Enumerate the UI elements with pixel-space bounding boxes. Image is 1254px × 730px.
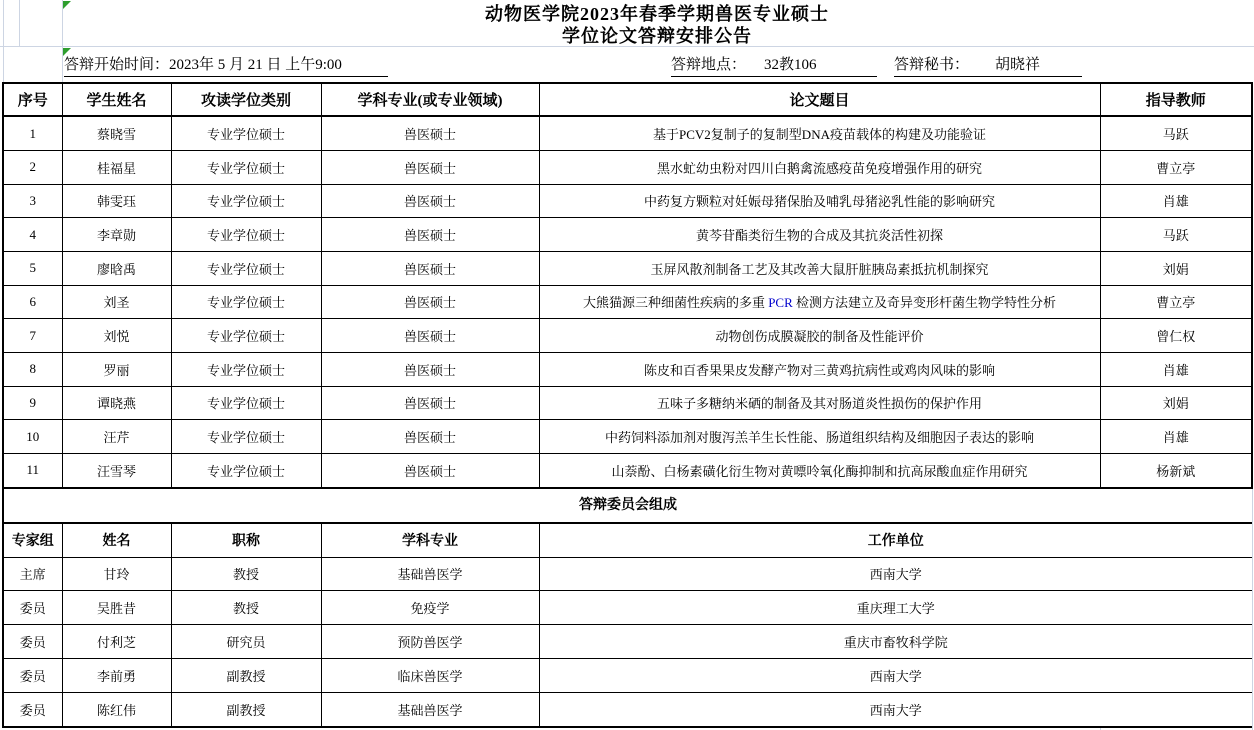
schedule-cell: 刘娟 <box>1100 386 1252 420</box>
committee-row <box>3 658 1252 692</box>
schedule-cell: 刘娟 <box>1100 251 1252 285</box>
committee-cell: 西南大学 <box>539 692 1252 727</box>
committee-cell: 预防兽医学 <box>321 625 539 659</box>
schedule-cell: 兽医硕士 <box>321 319 539 353</box>
schedule-cell: 专业学位硕士 <box>171 352 321 386</box>
schedule-cell: 7 <box>3 319 62 353</box>
schedule-row-header-cell: 学生姓名 <box>62 83 171 116</box>
schedule-cell: 专业学位硕士 <box>171 218 321 252</box>
schedule-cell: 罗丽 <box>62 352 171 386</box>
schedule-row <box>3 116 1252 151</box>
schedule-cell: 杨新斌 <box>1100 453 1252 488</box>
schedule-cell: 动物创伤成膜凝胶的制备及性能评价 <box>539 319 1100 353</box>
info-row <box>0 47 1254 82</box>
schedule-row <box>3 420 1252 454</box>
committee-cell: 委员 <box>3 658 62 692</box>
schedule-cell: 专业学位硕士 <box>171 184 321 218</box>
schedule-cell: 马跃 <box>1100 116 1252 151</box>
schedule-row <box>3 184 1252 218</box>
schedule-cell: 兽医硕士 <box>321 453 539 488</box>
schedule-cell: 兽医硕士 <box>321 352 539 386</box>
schedule-cell: 专业学位硕士 <box>171 116 321 151</box>
schedule-cell: 专业学位硕士 <box>171 420 321 454</box>
committee-cell: 委员 <box>3 591 62 625</box>
committee-cell: 副教授 <box>171 692 321 727</box>
committee-cell: 重庆理工大学 <box>539 591 1252 625</box>
defense-location-value: 32教106 <box>764 57 817 73</box>
schedule-row-header-cell: 指导教师 <box>1100 83 1252 116</box>
schedule-cell: 刘圣 <box>62 285 171 319</box>
schedule-cell: 10 <box>3 420 62 454</box>
schedule-cell: 汪雪琴 <box>62 453 171 488</box>
schedule-row <box>3 151 1252 185</box>
gridline <box>1252 489 1253 730</box>
committee-cell: 副教授 <box>171 658 321 692</box>
schedule-cell: 谭晓燕 <box>62 386 171 420</box>
schedule-row <box>3 319 1252 353</box>
schedule-cell: 专业学位硕士 <box>171 285 321 319</box>
committee-cell: 西南大学 <box>539 658 1252 692</box>
schedule-cell: 兽医硕士 <box>321 285 539 319</box>
schedule-row-header-cell: 论文题目 <box>539 83 1100 116</box>
schedule-cell: 9 <box>3 386 62 420</box>
committee-row-header-cell: 专家组 <box>3 523 62 557</box>
schedule-cell: 黑水虻幼虫粉对四川白鹅禽流感疫苗免疫增强作用的研究 <box>539 151 1100 185</box>
committee-cell: 临床兽医学 <box>321 658 539 692</box>
schedule-cell: 专业学位硕士 <box>171 151 321 185</box>
committee-cell: 李前勇 <box>62 658 171 692</box>
highlighted-text: PCR <box>768 295 793 311</box>
schedule-cell: 李章勋 <box>62 218 171 252</box>
schedule-row-header-cell: 攻读学位类别 <box>171 83 321 116</box>
committee-cell: 重庆市畜牧科学院 <box>539 625 1252 659</box>
committee-row-header-cell: 学科专业 <box>321 523 539 557</box>
schedule-cell: 曹立亭 <box>1100 285 1252 319</box>
schedule-row <box>3 285 1252 319</box>
schedule-cell: 刘悦 <box>62 319 171 353</box>
schedule-cell: 4 <box>3 218 62 252</box>
schedule-cell: 陈皮和百香果果皮发酵产物对三黄鸡抗病性或鸡肉风味的影响 <box>539 352 1100 386</box>
schedule-cell: 大熊猫源三种细菌性疾病的多重 PCR 检测方法建立及奇异变形杆菌生物学特性分析 <box>539 285 1100 319</box>
schedule-cell: 6 <box>3 285 62 319</box>
committee-row <box>3 625 1252 659</box>
schedule-row <box>3 251 1252 285</box>
schedule-row <box>3 453 1252 488</box>
committee-cell: 主席 <box>3 557 62 591</box>
schedule-cell: 兽医硕士 <box>321 251 539 285</box>
schedule-cell: 兽医硕士 <box>321 184 539 218</box>
committee-row <box>3 557 1252 591</box>
committee-cell: 基础兽医学 <box>321 692 539 727</box>
schedule-cell: 兽医硕士 <box>321 218 539 252</box>
committee-cell: 付利芝 <box>62 625 171 659</box>
schedule-cell: 专业学位硕士 <box>171 386 321 420</box>
page-title <box>62 3 1252 47</box>
schedule-cell: 兽医硕士 <box>321 420 539 454</box>
schedule-row <box>3 386 1252 420</box>
page-title-line2: 学位论文答辩安排公告 <box>562 26 752 46</box>
schedule-cell: 曹立亭 <box>1100 151 1252 185</box>
schedule-cell: 兽医硕士 <box>321 116 539 151</box>
schedule-cell: 兽医硕士 <box>321 386 539 420</box>
schedule-cell: 中药饲料添加剂对腹泻羔羊生长性能、肠道组织结构及细胞因子表达的影响 <box>539 420 1100 454</box>
schedule-cell: 桂福星 <box>62 151 171 185</box>
schedule-row <box>3 218 1252 252</box>
defense-start-time: 答辩开始时间：2023年 5 月 21 日 上午9:00 <box>64 53 388 77</box>
defense-location-label: 答辩地点： <box>671 57 747 73</box>
schedule-cell: 黄芩苷酯类衍生物的合成及其抗炎活性初探 <box>539 218 1100 252</box>
schedule-cell: 3 <box>3 184 62 218</box>
schedule-cell: 五味子多糖纳米硒的制备及其对肠道炎性损伤的保护作用 <box>539 386 1100 420</box>
defense-secretary-value: 胡晓祥 <box>995 57 1041 73</box>
schedule-cell: 肖雄 <box>1100 184 1252 218</box>
schedule-cell: 11 <box>3 453 62 488</box>
gridline <box>19 0 20 46</box>
schedule-cell: 1 <box>3 116 62 151</box>
committee-cell: 陈红伟 <box>62 692 171 727</box>
committee-cell: 吴胜昔 <box>62 591 171 625</box>
schedule-cell: 兽医硕士 <box>321 151 539 185</box>
committee-row-header-cell: 姓名 <box>62 523 171 557</box>
schedule-cell: 汪芹 <box>62 420 171 454</box>
schedule-cell: 山萘酚、白杨素磺化衍生物对黄嘌呤氧化酶抑制和抗高尿酸血症作用研究 <box>539 453 1100 488</box>
committee-cell: 教授 <box>171 557 321 591</box>
committee-cell: 基础兽医学 <box>321 557 539 591</box>
schedule-cell: 基于PCV2复制子的复制型DNA疫苗载体的构建及功能验证 <box>539 116 1100 151</box>
committee-section-title: 答辩委员会组成 <box>2 489 1252 522</box>
schedule-cell: 肖雄 <box>1100 420 1252 454</box>
committee-row <box>3 591 1252 625</box>
committee-cell: 甘玲 <box>62 557 171 591</box>
schedule-cell: 专业学位硕士 <box>171 319 321 353</box>
schedule-row-header-cell: 学科专业(或专业领域) <box>321 83 539 116</box>
committee-cell: 免疫学 <box>321 591 539 625</box>
schedule-cell: 曾仁权 <box>1100 319 1252 353</box>
schedule-cell: 韩雯珏 <box>62 184 171 218</box>
committee-cell: 西南大学 <box>539 557 1252 591</box>
schedule-cell: 专业学位硕士 <box>171 251 321 285</box>
schedule-cell: 廖晗禹 <box>62 251 171 285</box>
defense-location <box>671 53 877 77</box>
defense-secretary <box>894 53 1082 77</box>
committee-cell: 委员 <box>3 625 62 659</box>
schedule-cell: 8 <box>3 352 62 386</box>
committee-cell: 研究员 <box>171 625 321 659</box>
schedule-cell: 蔡晓雪 <box>62 116 171 151</box>
schedule-row-header-cell: 序号 <box>3 83 62 116</box>
committee-row-header-cell: 工作单位 <box>539 523 1252 557</box>
schedule-row <box>3 352 1252 386</box>
schedule-cell: 肖雄 <box>1100 352 1252 386</box>
committee-row <box>3 692 1252 727</box>
schedule-cell: 玉屏风散剂制备工艺及其改善大鼠肝脏胰岛素抵抗机制探究 <box>539 251 1100 285</box>
defense-secretary-label: 答辩秘书： <box>894 57 970 73</box>
committee-table <box>2 522 1252 728</box>
schedule-header-row <box>3 83 1252 116</box>
schedule-table <box>2 82 1253 489</box>
schedule-cell: 中药复方颗粒对妊娠母猪保胎及哺乳母猪泌乳性能的影响研究 <box>539 184 1100 218</box>
schedule-cell: 马跃 <box>1100 218 1252 252</box>
schedule-cell: 5 <box>3 251 62 285</box>
committee-row-header-cell: 职称 <box>171 523 321 557</box>
page-title-line1: 动物医学院2023年春季学期兽医专业硕士 <box>485 4 829 24</box>
schedule-cell: 专业学位硕士 <box>171 453 321 488</box>
schedule-cell: 2 <box>3 151 62 185</box>
committee-header-row <box>3 523 1252 557</box>
committee-cell: 委员 <box>3 692 62 727</box>
committee-cell: 教授 <box>171 591 321 625</box>
